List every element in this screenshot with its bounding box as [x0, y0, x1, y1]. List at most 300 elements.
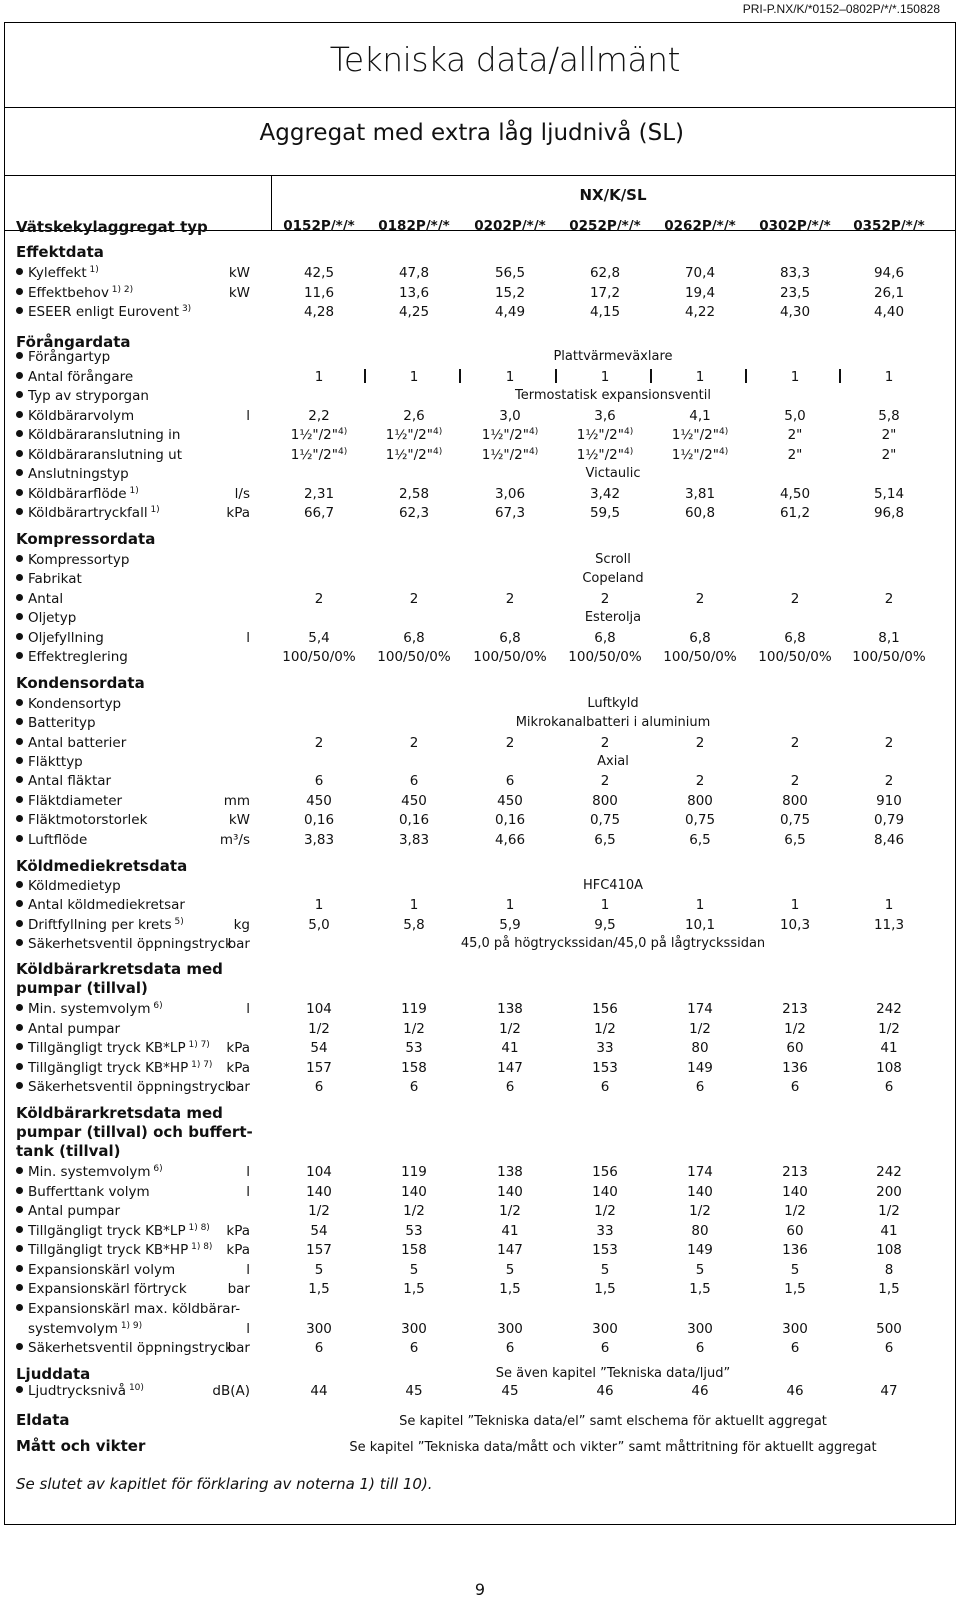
bullet-icon	[16, 411, 23, 418]
row-label: Kondensortyp	[16, 696, 121, 712]
row-value: 3,81	[684, 486, 716, 502]
table-row	[0, 630, 960, 650]
table-row	[0, 754, 960, 774]
row-value: 47,8	[398, 265, 430, 281]
row-label: Bufferttank volym	[16, 1184, 150, 1200]
row-value: 53	[405, 1040, 423, 1056]
row-value: 800	[687, 793, 713, 809]
row-value: 1	[695, 897, 705, 913]
row-value: 6	[505, 1340, 515, 1356]
row-value: 1/2	[403, 1021, 425, 1037]
row-value: 1½"/2"$^{4)}$	[481, 427, 539, 443]
row-span-value: Scroll	[595, 552, 631, 567]
section-note: Se även kapitel ”Tekniska data/ljud”	[495, 1366, 731, 1381]
row-value: 19,4	[684, 285, 716, 301]
row-value: 5,0	[784, 408, 806, 424]
row-value: 6	[600, 1340, 610, 1356]
section-title: Eldata	[16, 1411, 70, 1429]
row-value: 149	[687, 1060, 713, 1076]
row-label: Köldbäraranslutning ut	[16, 447, 182, 463]
row-value: 2	[884, 773, 894, 789]
row-value: 5,8	[878, 408, 900, 424]
row-unit: kg	[233, 917, 250, 933]
row-label: Tillgängligt tryck KB*LP $^{1) 8)}$	[16, 1223, 210, 1239]
row-value: 9,5	[594, 917, 616, 933]
row-label: systemvolym $^{1) 9)}$	[28, 1321, 143, 1337]
row-value: 4,49	[494, 304, 526, 320]
row-value: 450	[306, 793, 332, 809]
row-value: 158	[401, 1060, 427, 1076]
row-value: 6	[505, 773, 515, 789]
row-value: 2	[314, 591, 324, 607]
row-value: 62,8	[589, 265, 621, 281]
table-row	[0, 917, 960, 937]
model-header-5: 0262P/*/*	[664, 218, 736, 234]
bullet-icon	[16, 796, 23, 803]
row-value: 54	[310, 1040, 328, 1056]
table-row	[0, 1060, 960, 1080]
row-unit: kPa	[226, 1223, 250, 1239]
row-label: Säkerhetsventil öppningstryck	[16, 936, 233, 952]
row-label: Effektbehov $^{1) 2)}$	[16, 285, 133, 301]
row-value: 0,16	[494, 812, 526, 828]
row-value: 2"	[881, 447, 897, 463]
row-value: 6	[314, 1340, 324, 1356]
row-value: 6,8	[499, 630, 521, 646]
row-value: 5,14	[873, 486, 905, 502]
row-label: Antal	[16, 591, 63, 607]
row-value: 1/2	[689, 1021, 711, 1037]
table-row	[0, 505, 960, 525]
bullet-icon	[16, 508, 23, 515]
row-label: Köldbärarflöde $^{1)}$	[16, 486, 139, 502]
row-value: 2	[409, 591, 419, 607]
table-row	[0, 1340, 960, 1360]
row-value: 100/50/0%	[473, 649, 547, 665]
table-row	[0, 1301, 960, 1321]
row-value: 1/2	[499, 1203, 521, 1219]
row-value: 2	[314, 735, 324, 751]
table-row	[0, 696, 960, 716]
header-label: Vätskekylaggregat typ	[16, 218, 208, 236]
row-value: 41	[880, 1040, 898, 1056]
row-value: 6	[409, 773, 419, 789]
model-header-1: 0152P/*/*	[283, 218, 355, 234]
row-value: 80	[691, 1040, 709, 1056]
row-value: 1	[505, 369, 515, 385]
row-value: 100/50/0%	[568, 649, 642, 665]
row-value: 67,3	[494, 505, 526, 521]
row-value: 5	[314, 1262, 324, 1278]
table-row	[0, 388, 960, 408]
row-value: 1½"/2"$^{4)}$	[385, 427, 443, 443]
row-value: 140	[592, 1184, 618, 1200]
bullet-icon	[16, 1245, 23, 1252]
row-span-value: Plattvärmeväxlare	[553, 349, 673, 364]
row-value: 41	[501, 1223, 519, 1239]
row-value: 15,2	[494, 285, 526, 301]
footnote: Se slutet av kapitlet för förklaring av noterna 1) till 10).	[16, 1475, 433, 1493]
page-subtitle: Aggregat med extra låg ljudnivå (SL)	[259, 120, 684, 146]
row-value: 1,5	[689, 1281, 711, 1297]
bullet-icon	[16, 1265, 23, 1272]
bullet-icon	[16, 1043, 23, 1050]
row-value: 300	[497, 1321, 523, 1337]
bullet-icon	[16, 430, 23, 437]
model-header-4: 0252P/*/*	[569, 218, 641, 234]
row-value: 5,4	[308, 630, 330, 646]
row-label: Köldbäraranslutning in	[16, 427, 180, 443]
row-value: 53	[405, 1223, 423, 1239]
table-row	[0, 1021, 960, 1041]
row-value: 104	[306, 1001, 332, 1017]
row-value: 800	[592, 793, 618, 809]
row-value: 1/2	[594, 1203, 616, 1219]
row-value: 3,83	[398, 832, 430, 848]
bullet-icon	[16, 900, 23, 907]
row-value: 46	[691, 1383, 709, 1399]
section-title: Köldbärarkretsdata med pumpar (tillval) och buffert- tank (tillval)	[16, 1104, 253, 1160]
row-value: 138	[497, 1164, 523, 1180]
row-value: 42,5	[303, 265, 335, 281]
row-value: 6	[884, 1079, 894, 1095]
table-row	[0, 610, 960, 630]
bullet-icon	[16, 633, 23, 640]
row-value: 174	[687, 1164, 713, 1180]
row-value: 47	[880, 1383, 898, 1399]
row-value: 6,5	[594, 832, 616, 848]
table-row	[0, 1281, 960, 1301]
row-label: Förångartyp	[16, 349, 110, 365]
bullet-icon	[16, 815, 23, 822]
row-unit: kW	[228, 285, 250, 301]
row-value: 157	[306, 1060, 332, 1076]
row-value: 61,2	[779, 505, 811, 521]
row-value: 2	[409, 735, 419, 751]
row-value: 70,4	[684, 265, 716, 281]
table-row	[0, 427, 960, 447]
row-value: 6,8	[594, 630, 616, 646]
row-label: Luftflöde	[16, 832, 87, 848]
row-value: 242	[876, 1001, 902, 1017]
row-value: 3,83	[303, 832, 335, 848]
row-value: 3,0	[499, 408, 521, 424]
row-label: Fabrikat	[16, 571, 82, 587]
row-value: 2"	[787, 447, 803, 463]
row-value: 4,25	[398, 304, 430, 320]
bullet-icon	[16, 835, 23, 842]
row-value: 6	[409, 1340, 419, 1356]
table-row	[0, 649, 960, 669]
table-row	[0, 1242, 960, 1262]
row-value: 4,40	[873, 304, 905, 320]
row-value: 45	[405, 1383, 423, 1399]
row-value: 2	[884, 591, 894, 607]
row-value: 5,8	[403, 917, 425, 933]
row-value: 242	[876, 1164, 902, 1180]
row-value: 5,9	[499, 917, 521, 933]
table-row	[0, 1040, 960, 1060]
table-row	[0, 773, 960, 793]
row-label: Min. systemvolym $^{6)}$	[16, 1001, 163, 1017]
row-unit: mm	[223, 793, 250, 809]
row-label: Tillgängligt tryck KB*HP $^{1) 7)}$	[16, 1060, 212, 1076]
table-row	[0, 1001, 960, 1021]
row-value: 5	[409, 1262, 419, 1278]
table-row	[0, 735, 960, 755]
row-value: 6	[695, 1079, 705, 1095]
table-row	[0, 349, 960, 369]
row-value: 3,6	[594, 408, 616, 424]
row-unit: l	[246, 630, 250, 646]
row-value: 300	[782, 1321, 808, 1337]
row-value: 6	[600, 1079, 610, 1095]
table-row	[0, 1203, 960, 1223]
row-value: 1/2	[784, 1203, 806, 1219]
row-value: 5	[695, 1262, 705, 1278]
row-value: 10,3	[779, 917, 811, 933]
row-label: Antal pumpar	[16, 1021, 120, 1037]
row-value: 2,6	[403, 408, 425, 424]
table-row	[0, 1079, 960, 1099]
table-row	[0, 466, 960, 486]
row-value: 60	[786, 1223, 804, 1239]
row-label: Ljudtrycksnivå $^{10)}$	[16, 1383, 144, 1399]
row-value: 6	[314, 1079, 324, 1095]
bullet-icon	[16, 574, 23, 581]
row-value: 46	[596, 1383, 614, 1399]
bullet-icon	[16, 1004, 23, 1011]
row-value: 2	[695, 773, 705, 789]
row-value: 2	[790, 735, 800, 751]
bullet-icon	[16, 652, 23, 659]
row-value: 910	[876, 793, 902, 809]
row-value: 94,6	[873, 265, 905, 281]
bullet-icon	[16, 776, 23, 783]
row-value: 1½"/2"$^{4)}$	[671, 427, 729, 443]
row-value: 5	[505, 1262, 515, 1278]
row-value: 0,75	[589, 812, 621, 828]
row-value: 60,8	[684, 505, 716, 521]
row-value: 56,5	[494, 265, 526, 281]
section-title: Mått och vikter	[16, 1437, 146, 1455]
row-value: 1/2	[594, 1021, 616, 1037]
row-value: 140	[401, 1184, 427, 1200]
model-header-3: 0202P/*/*	[474, 218, 546, 234]
row-value: 1/2	[878, 1203, 900, 1219]
row-value: 5,0	[308, 917, 330, 933]
row-span-value: Victaulic	[585, 466, 641, 481]
row-value: 1	[314, 369, 324, 385]
row-label: Oljetyp	[16, 610, 76, 626]
row-value: 33	[596, 1223, 614, 1239]
model-header-6: 0302P/*/*	[759, 218, 831, 234]
table-row	[0, 1321, 960, 1341]
row-label: Min. systemvolym $^{6)}$	[16, 1164, 163, 1180]
bullet-icon	[16, 268, 23, 275]
row-value: 4,66	[494, 832, 526, 848]
row-value: 6	[884, 1340, 894, 1356]
row-label: Antal köldmediekretsar	[16, 897, 185, 913]
row-value: 8	[884, 1262, 894, 1278]
row-value: 1½"/2"$^{4)}$	[671, 447, 729, 463]
row-unit: l	[246, 408, 250, 424]
column-tick	[839, 369, 841, 383]
row-value: 1	[695, 369, 705, 385]
row-value: 300	[592, 1321, 618, 1337]
row-value: 136	[782, 1060, 808, 1076]
row-value: 11,3	[873, 917, 905, 933]
row-label: Expansionskärl förtryck	[16, 1281, 187, 1297]
row-label: Expansionskärl max. köldbärar-	[16, 1301, 240, 1317]
row-value: 3,06	[494, 486, 526, 502]
row-label: Antal pumpar	[16, 1203, 120, 1219]
bullet-icon	[16, 1063, 23, 1070]
row-span-value: Esterolja	[584, 610, 642, 625]
row-value: 6	[695, 1340, 705, 1356]
row-value: 1/2	[308, 1203, 330, 1219]
row-value: 300	[687, 1321, 713, 1337]
row-value: 6,8	[689, 630, 711, 646]
row-value: 100/50/0%	[663, 649, 737, 665]
table-row	[0, 591, 960, 611]
row-unit: l	[246, 1184, 250, 1200]
row-value: 2"	[881, 427, 897, 443]
row-label: Typ av stryporgan	[16, 388, 149, 404]
row-value: 44	[310, 1383, 328, 1399]
row-value: 153	[592, 1242, 618, 1258]
row-value: 1,5	[784, 1281, 806, 1297]
section-title: Effektdata	[16, 243, 104, 261]
row-value: 1½"/2"$^{4)}$	[481, 447, 539, 463]
row-value: 2,58	[398, 486, 430, 502]
row-span-value: Copeland	[582, 571, 644, 586]
row-unit: kPa	[226, 1060, 250, 1076]
row-value: 1/2	[878, 1021, 900, 1037]
row-value: 156	[592, 1001, 618, 1017]
bullet-icon	[16, 699, 23, 706]
table-row	[0, 369, 960, 389]
row-unit: bar	[227, 936, 250, 952]
bullet-icon	[16, 469, 23, 476]
document-id: PRI-P.NX/K/*0152–0802P/*/*.150828	[742, 2, 940, 16]
row-value: 1	[409, 369, 419, 385]
table-row	[0, 832, 960, 852]
row-label: Köldbärarvolym	[16, 408, 134, 424]
row-label: Säkerhetsventil öppningstryck	[16, 1340, 233, 1356]
row-label: Kompressortyp	[16, 552, 129, 568]
row-unit: kPa	[226, 505, 250, 521]
row-value: 136	[782, 1242, 808, 1258]
bullet-icon	[16, 288, 23, 295]
column-tick	[364, 369, 366, 383]
row-value: 140	[687, 1184, 713, 1200]
row-value: 300	[306, 1321, 332, 1337]
row-value: 800	[782, 793, 808, 809]
bullet-icon	[16, 450, 23, 457]
row-value: 1	[505, 897, 515, 913]
row-unit: m³/s	[219, 832, 250, 848]
row-value: 2	[505, 591, 515, 607]
section-title: Kondensordata	[16, 674, 145, 692]
row-value: 5	[790, 1262, 800, 1278]
row-value: 100/50/0%	[282, 649, 356, 665]
page-title: Tekniska data/allmänt	[329, 40, 680, 79]
table-row	[0, 793, 960, 813]
row-value: 1,5	[403, 1281, 425, 1297]
row-value: 1,5	[878, 1281, 900, 1297]
row-value: 4,1	[689, 408, 711, 424]
section-note-row	[0, 1414, 960, 1434]
row-label: Tillgängligt tryck KB*LP $^{1) 7)}$	[16, 1040, 210, 1056]
row-value: 66,7	[303, 505, 335, 521]
row-value: 80	[691, 1223, 709, 1239]
row-value: 4,30	[779, 304, 811, 320]
row-span-value: Mikrokanalbatteri i aluminium	[515, 715, 711, 730]
row-value: 147	[497, 1242, 523, 1258]
table-row	[0, 1184, 960, 1204]
row-value: 1	[600, 369, 610, 385]
row-value: 41	[501, 1040, 519, 1056]
row-unit: kW	[228, 265, 250, 281]
row-value: 2	[695, 735, 705, 751]
row-label: Antal batterier	[16, 735, 126, 751]
row-label: Köldbärartryckfall $^{1)}$	[16, 505, 160, 521]
model-header-2: 0182P/*/*	[378, 218, 450, 234]
row-value: 156	[592, 1164, 618, 1180]
row-value: 1,5	[308, 1281, 330, 1297]
row-value: 2	[790, 773, 800, 789]
row-value: 213	[782, 1001, 808, 1017]
row-value: 147	[497, 1060, 523, 1076]
row-value: 4,22	[684, 304, 716, 320]
table-row	[0, 936, 960, 956]
section-title: Köldmediekretsdata	[16, 857, 188, 875]
row-value: 5	[600, 1262, 610, 1278]
table-row	[0, 552, 960, 572]
row-value: 2	[600, 591, 610, 607]
row-label: Säkerhetsventil öppningstryck	[16, 1079, 233, 1095]
row-value: 26,1	[873, 285, 905, 301]
table-row	[0, 715, 960, 735]
bullet-icon	[16, 1304, 23, 1311]
table-row	[0, 304, 960, 324]
row-value: 213	[782, 1164, 808, 1180]
row-value: 0,16	[398, 812, 430, 828]
row-value: 96,8	[873, 505, 905, 521]
row-value: 2	[600, 773, 610, 789]
row-value: 2	[884, 735, 894, 751]
row-value: 10,1	[684, 917, 716, 933]
row-value: 1/2	[784, 1021, 806, 1037]
row-value: 140	[782, 1184, 808, 1200]
table-row	[0, 1164, 960, 1184]
row-value: 119	[401, 1001, 427, 1017]
row-value: 1	[600, 897, 610, 913]
bullet-icon	[16, 489, 23, 496]
row-label: Fläktdiameter	[16, 793, 122, 809]
row-label: Effektreglering	[16, 649, 128, 665]
row-unit: l	[246, 1262, 250, 1278]
row-label: ESEER enligt Eurovent $^{3)}$	[16, 304, 191, 320]
row-unit: kW	[228, 812, 250, 828]
row-value: 2"	[787, 427, 803, 443]
model-header-7: 0352P/*/*	[853, 218, 925, 234]
table-row	[0, 878, 960, 898]
row-label: Driftfyllning per krets $^{5)}$	[16, 917, 184, 933]
row-unit: l	[246, 1001, 250, 1017]
bullet-icon	[16, 920, 23, 927]
